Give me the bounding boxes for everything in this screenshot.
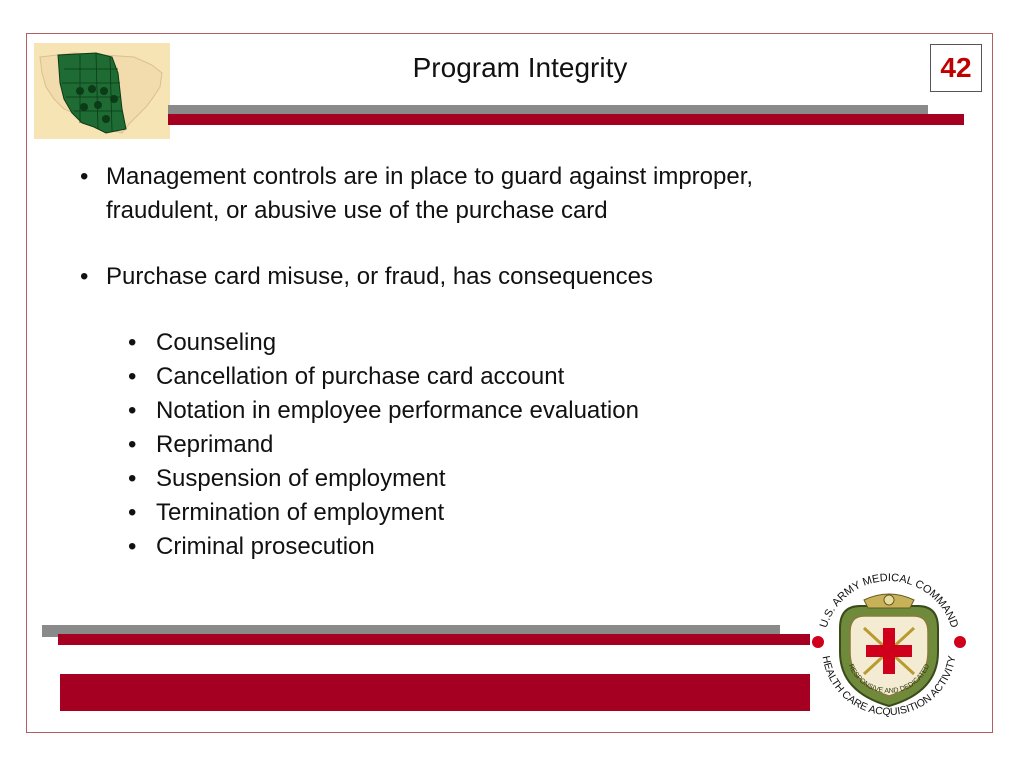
sub-bullet-item — [80, 462, 920, 496]
sub-bullet-item — [80, 428, 920, 462]
seal-bottom-text: HEALTH CARE ACQUISITION ACTIVITY — [819, 654, 959, 719]
bullet-item — [80, 260, 920, 294]
seal-top-text: U.S. ARMY MEDICAL COMMAND — [817, 571, 961, 630]
army-medical-command-seal-icon — [806, 566, 972, 726]
bullet-dot: • — [80, 163, 89, 190]
bullet-dot: • — [128, 431, 137, 458]
bullet-dot: • — [128, 329, 137, 356]
sub-bullet-text: Criminal prosecution — [156, 533, 375, 560]
sub-bullet-item — [80, 326, 920, 360]
bullet-text: Purchase card misuse, or fraud, has consequences — [106, 263, 653, 290]
bullet-dot: • — [80, 263, 89, 290]
us-map-region-icon — [34, 43, 170, 139]
sub-bullet-item — [80, 360, 920, 394]
sub-bullet-item — [80, 530, 920, 564]
header-red-bar — [168, 114, 964, 125]
seal-motto: RESPONSIVE AND DEDICATED — [846, 663, 932, 696]
sub-bullet-text: Reprimand — [156, 431, 274, 458]
slide-title: Program Integrity — [412, 52, 628, 83]
bullet-text-continuation: fraudulent, or abusive use of the purchase card — [106, 197, 608, 224]
sub-bullet-text: Notation in employee performance evaluation — [156, 397, 639, 424]
footer-red-block — [60, 674, 810, 711]
bullet-dot: • — [128, 533, 137, 560]
sub-bullet-text: Counseling — [156, 329, 277, 356]
bullet-dot: • — [128, 499, 137, 526]
bullet-dot: • — [128, 397, 137, 424]
bullet-dot: • — [128, 363, 137, 390]
sub-bullet-item — [80, 496, 920, 530]
footer-red-bar — [58, 634, 810, 645]
slide-number: 42 — [930, 44, 982, 92]
bullet-dot: • — [128, 465, 137, 492]
bullet-text: Management controls are in place to guard against improper, — [106, 163, 754, 190]
bullet-item — [80, 160, 920, 228]
slide-content — [80, 160, 920, 564]
sub-bullet-text: Suspension of employment — [156, 465, 446, 492]
sub-bullet-text: Cancellation of purchase card account — [156, 363, 565, 390]
sub-bullet-text: Termination of employment — [156, 499, 445, 526]
sub-bullet-item — [80, 394, 920, 428]
